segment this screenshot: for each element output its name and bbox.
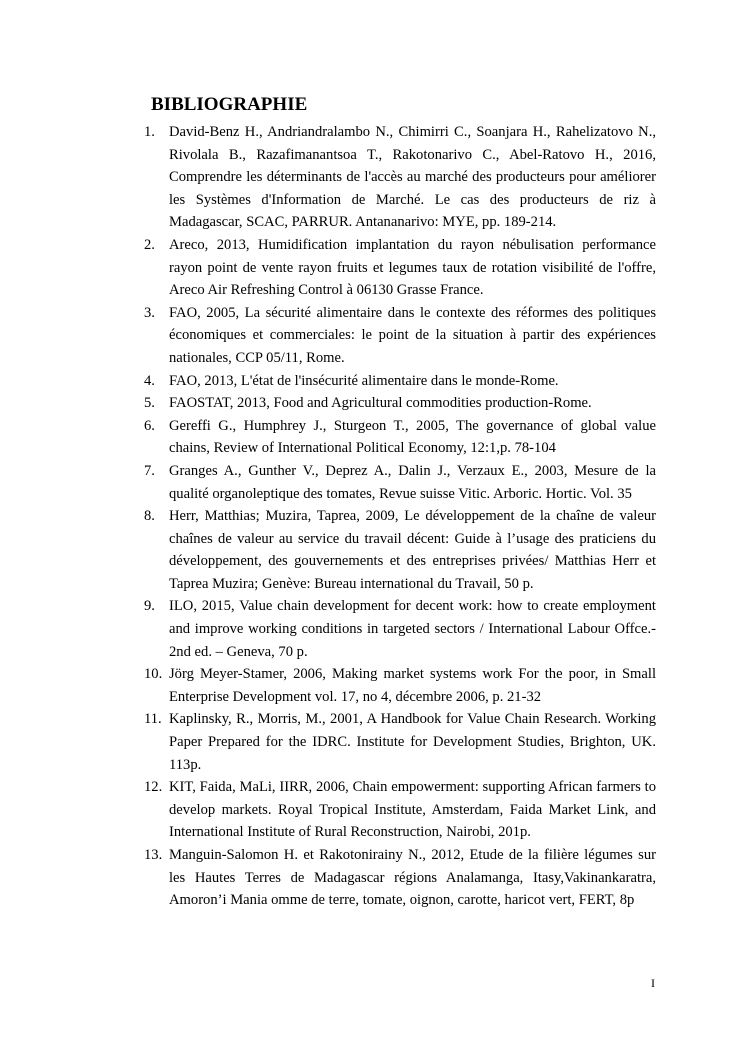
bibliography-entry-12 [144,776,656,844]
bibliography-entry-13 [144,844,656,912]
bibliography-entry-3 [144,302,656,370]
bibliography-entry-2 [144,234,656,302]
entry-number: 5. [144,395,155,412]
entry-number: 6. [144,417,155,434]
entry-text: Manguin-Salomon H. et Rakotonirainy N., 2012, Etude de la filière légumes sur les Hautes Terres de Madagascar régions Analamanga, Itasy,Vakinankaratra, Amoron’i Mania omme de terre, tomate, oignon, carotte, haricot vert, FERT, 8p [169,847,656,909]
bibliography-entry-8 [144,505,656,595]
entry-number: 7. [144,462,155,479]
bibliography-entry-11 [144,708,656,776]
entry-text: Areco, 2013, Humidification implantation du rayon nébulisation performance rayon point de vente rayon fruits et legumes taux de rotation visibilité de l'offre, Areco Air Refreshing Control à 06130 Grasse France. [169,236,656,299]
bibliography-entry-10 [144,663,656,708]
entry-text: David-Benz H., Andriandralambo N., Chimirri C., Soanjara H., Rahelizatovo N., Rivolala B., Razafimanantsoa T., Rakotonarivo C., Abel-Ratovo H., 2016, Comprendre les déterminants de l'accès au marché des producteurs pour améliorer les Systèmes d'Information de Marché. Le cas des producteurs de riz à Madagascar, SCAC, PARRUR. Antananarivo: MYE, pp. 189-214. [169,124,656,231]
entry-text: FAO, 2013, L'état de l'insécurité alimentaire dans le monde-Rome. [169,372,559,389]
entry-number: 1. [144,124,155,140]
entry-number: 10. [144,666,163,683]
bibliography-entry-9 [144,595,656,663]
entry-number: 8. [144,508,155,525]
entry-number: 12. [144,779,163,796]
entry-text: Herr, Matthias; Muzira, Taprea, 2009, Le développement de la chaîne de valeur chaînes de valeur au service du travail décent: Guide à l’usage des praticiens du développement, des gouvernements et des entreprises privées/ Matthias Herr et Taprea Muzira; Genève: Bureau international du Travail, 50 p. [169,508,656,592]
entry-number: 3. [144,304,155,321]
bibliography-entry-5 [144,392,656,415]
bibliography-entry-1 [144,121,656,234]
page-title: BIBLIOGRAPHIE [151,94,308,115]
entry-number: 2. [144,236,155,253]
entry-number: 9. [144,598,155,615]
entry-text: ILO, 2015, Value chain development for decent work: how to create employment and improve working conditions in targeted sectors / International Labour Offce.- 2nd ed. – Geneva, 70 p. [169,598,656,660]
entry-text: Granges A., Gunther V., Deprez A., Dalin J., Verzaux E., 2003, Mesure de la qualité organoleptique des tomates, Revue suisse Vitic. Arboric. Hortic. Vol. 35 [169,462,656,502]
bibliography-entry-6 [144,415,656,460]
bibliography-entry-7 [144,460,656,505]
entry-text: FAO, 2005, La sécurité alimentaire dans le contexte des réformes des politiques économiques et commerciales: le point de la situation à partir des expériences nationales, CCP 05/11, Rome. [169,304,656,366]
entry-text: Jörg Meyer-Stamer, 2006, Making market systems work For the poor, in Small Enterprise Development vol. 17, no 4, décembre 2006, p. 21-32 [169,666,656,705]
entry-text: KIT, Faida, MaLi, IIRR, 2006, Chain empowerment: supporting African farmers to develop markets. Royal Tropical Institute, Amsterdam, Faida Market Link, and International Institute of Rural Reconstruction, Nairobi, 201p. [169,779,656,841]
entry-text: Gereffi G., Humphrey J., Sturgeon T., 2005, The governance of global value chains, Review of International Political Economy, 12:1,p. 78-104 [169,417,656,457]
entry-text: FAOSTAT, 2013, Food and Agricultural commodities production-Rome. [169,395,592,412]
entry-number: 11. [144,711,162,728]
bibliography-entry-4 [144,370,656,393]
entry-number: 4. [144,372,155,389]
bibliography-list [144,121,656,912]
entry-number: 13. [144,847,163,863]
entry-text: Kaplinsky, R., Morris, M., 2001, A Handbook for Value Chain Research. Working Paper Prepared for the IDRC. Institute for Development Studies, Brighton, UK. 113p. [169,711,656,773]
page-number: I [651,976,655,990]
